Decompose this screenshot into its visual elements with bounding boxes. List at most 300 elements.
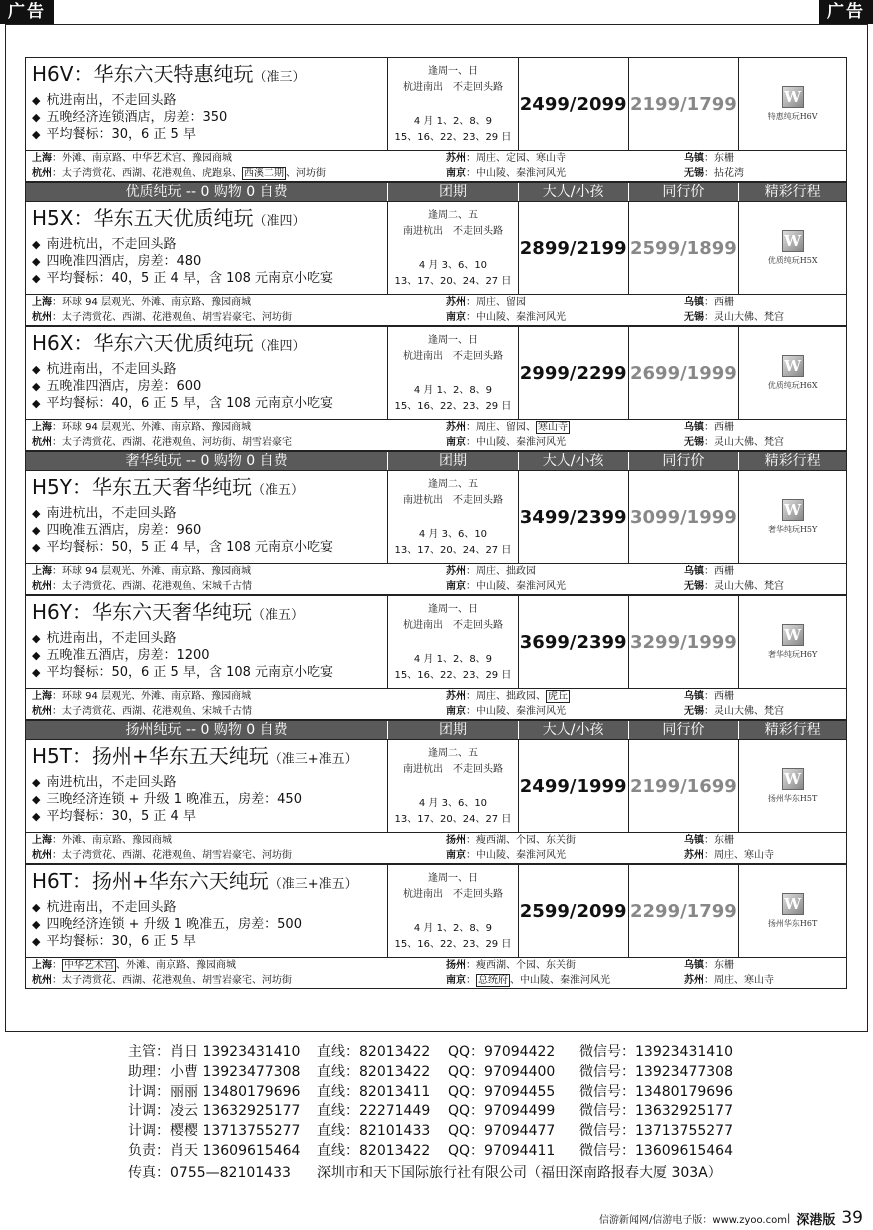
col-header-peer: 同行价 [628, 452, 739, 470]
sight-list: 中山陵、秦淮河风光 [476, 168, 566, 179]
col-header-group: 团期 [387, 721, 518, 739]
sight-list: 灵山大佛、梵宫 [714, 437, 784, 448]
tour-itinerary-link[interactable] [738, 327, 846, 419]
departure-dates-line2: 15、16、22、23、29 日 [394, 401, 512, 412]
tour-code: H6V [32, 62, 74, 86]
contact-block [0, 1043, 873, 1184]
tour-feature: ◆ 杭进南出，不走回头路 [32, 630, 381, 647]
sight-cell: 南京：中山陵、秦淮河风光 [446, 312, 566, 323]
tour-departure [387, 596, 518, 688]
tour-sights [26, 833, 846, 863]
sight-city: 无锡 [684, 706, 704, 717]
sight-cell: 苏州：周庄、留园 [446, 297, 526, 308]
tour-sights [26, 295, 846, 325]
departure-route: 南进杭出 不走回头路 [402, 495, 503, 506]
sight-city: 上海 [32, 835, 52, 846]
sight-city: 南京 [446, 850, 466, 861]
sight-highlight: 虎丘 [548, 691, 568, 702]
contact-phone: 直线：82013422 [317, 1044, 431, 1060]
tour-feature: ◆ 平均餐标：40，6 正 5 早，含 108 元南京小吃宴 [32, 395, 381, 412]
sight-cell: 杭州：太子湾赏花、西湖、花港观鱼、虎跑泉、 西溪二期 、河坊街 [32, 168, 326, 179]
sight-city: 乌镇 [684, 153, 704, 164]
contact-name: 计调：丽丽 13480179696 [128, 1083, 301, 1100]
col-header-more: 精彩行程 [738, 183, 846, 201]
sight-list: 中山陵、秦淮河风光 [476, 312, 566, 323]
tour-feature: ◆ 五晚准五酒店，房差：1200 [32, 647, 381, 664]
tour-feature: ◆ 平均餐标：30，6 正 5 早 [32, 933, 381, 950]
contact-phone: 直线：22271449 [317, 1103, 431, 1120]
tour-title: H5X：华东五天优质纯玩（准四） [32, 206, 306, 230]
tour-features [32, 92, 381, 143]
company-name: 深圳市和天下国际旅行社有限公司（福田深南路报春大厦 303A） [317, 1164, 722, 1181]
tour-info [26, 471, 387, 563]
sight-list-tail: 、河坊街 [286, 168, 326, 179]
departure-days [388, 746, 518, 778]
sight-city: 杭州 [32, 312, 52, 323]
contact-row [0, 1142, 873, 1162]
sight-list: 西栅 [714, 297, 734, 308]
footer-page-number: 39 [841, 1208, 863, 1228]
sight-city: 无锡 [684, 437, 704, 448]
tour-itinerary-link[interactable] [738, 596, 846, 688]
tour-sights [26, 689, 846, 719]
sight-row [32, 833, 840, 848]
sight-row [32, 564, 840, 579]
tour-info [26, 740, 387, 832]
sight-highlight: 寒山寺 [538, 422, 568, 433]
sight-row [32, 704, 840, 719]
ad-label-right: 广告 [819, 0, 873, 24]
tour-price: 3499/2399 [518, 471, 628, 563]
sight-city: 杭州 [32, 850, 52, 861]
tour-title: H6V：华东六天特惠纯玩（准三） [32, 62, 306, 86]
departure-days [388, 871, 518, 903]
tour-feature: ◆ 平均餐标：50，6 正 5 早，含 108 元南京小吃宴 [32, 664, 381, 681]
sight-cell: 无锡：灵山大佛、梵宫 [684, 437, 784, 448]
tour-price: 2499/1999 [518, 740, 628, 832]
sight-list: 环球 94 层观光、外滩、南京路、豫园商城 [62, 422, 252, 433]
sight-city: 杭州 [32, 168, 52, 179]
section-header [25, 720, 847, 739]
tour-block [25, 326, 847, 451]
tour-price: 2599/2099 [518, 865, 628, 957]
sight-cell: 南京：中山陵、秦淮河风光 [446, 850, 566, 861]
sight-cell: 乌镇：东栅 [684, 153, 734, 164]
sight-list: 西栅 [714, 422, 734, 433]
sight-list: 东栅 [714, 960, 734, 971]
tour-name: 华东五天优质纯玩 [93, 206, 254, 230]
word-document-icon[interactable]: W [782, 768, 804, 790]
tour-code: H5T [32, 744, 72, 768]
col-header-price: 大人/小孩 [518, 452, 628, 470]
sight-city: 苏州 [446, 566, 466, 577]
tour-name: 扬州+华东六天纯玩 [91, 869, 269, 893]
tour-info [26, 327, 387, 419]
contact-wechat: 微信号：13632925177 [579, 1103, 733, 1120]
departure-route: 南进杭出 不走回头路 [402, 226, 503, 237]
tour-peer-price: 2199/1799 [628, 58, 739, 150]
contact-qq: QQ：97094499 [448, 1103, 556, 1120]
sight-row [32, 958, 840, 973]
tour-info [26, 596, 387, 688]
departure-weekdays: 逢周一、日 [427, 66, 478, 77]
departure-weekdays: 逢周二、五 [427, 210, 478, 221]
tour-peer-price: 3299/1999 [628, 596, 739, 688]
sight-list: 外滩、南京路、中华艺术宫、豫园商城 [62, 153, 232, 164]
tour-features [32, 630, 381, 681]
tour-feature: ◆ 杭进南出，不走回头路 [32, 899, 381, 916]
tour-code: H6T [32, 869, 72, 893]
col-header-more: 精彩行程 [738, 721, 846, 739]
departure-days [388, 64, 518, 96]
sight-city: 杭州 [32, 975, 52, 986]
sight-list: 西栅 [714, 566, 734, 577]
sight-list: 周庄、拙政园、 [476, 691, 546, 702]
sight-city: 上海 [32, 960, 52, 971]
sight-row [32, 689, 840, 704]
tour-feature: ◆ 平均餐标：30，5 正 4 早 [32, 808, 381, 825]
contact-wechat: 微信号：13609615464 [579, 1142, 733, 1159]
departure-dates-line1: 4 月 1、2、8、9 [413, 654, 493, 665]
contact-name: 主管：肖日 13923431410 [128, 1044, 301, 1060]
sight-cell: 南京：中山陵、秦淮河风光 [446, 706, 566, 717]
itinerary-file-name: 奢华纯玩H6Y [767, 650, 818, 659]
contact-phone: 直线：82013422 [317, 1142, 431, 1159]
tour-code: H6X [32, 331, 74, 355]
tour-departure [387, 740, 518, 832]
tour-grade-text: 准三 [266, 70, 293, 85]
contact-phone: 直线：82013422 [317, 1063, 431, 1080]
word-document-icon[interactable]: W [782, 499, 804, 521]
sight-city: 乌镇 [684, 691, 704, 702]
contact-qq: QQ：97094422 [448, 1044, 556, 1060]
departure-weekdays: 逢周一、日 [427, 873, 478, 884]
sight-cell: 上海：环球 94 层观光、外滩、南京路、豫园商城 [32, 297, 252, 308]
itinerary-file-name: 扬州华东H6T [767, 919, 818, 928]
tour-grade: （准五） [251, 608, 305, 623]
sight-city: 上海 [32, 566, 52, 577]
tour-feature: ◆ 南进杭出，不走回头路 [32, 774, 381, 791]
tour-code: H6Y [32, 600, 72, 624]
sight-cell: 上海：外滩、南京路、中华艺术宫、豫园商城 [32, 153, 232, 164]
sight-city: 苏州 [684, 975, 704, 986]
tour-main-row [26, 327, 846, 420]
sight-cell: 无锡：拈花湾 [684, 168, 744, 179]
sight-cell: 乌镇：东栅 [684, 960, 734, 971]
tour-feature: ◆ 南进杭出，不走回头路 [32, 505, 381, 522]
word-document-icon[interactable]: W [782, 86, 804, 108]
sight-cell: 杭州：太子湾赏花、西湖、花港观鱼、河坊街、胡雪岩豪宅 [32, 437, 292, 448]
sight-list: 周庄、留园、 [476, 422, 536, 433]
departure-weekdays: 逢周二、五 [427, 748, 478, 759]
sight-list: 中山陵、秦淮河风光 [476, 850, 566, 861]
sight-city: 苏州 [446, 153, 466, 164]
departure-dates-line2: 13、17、20、24、27 日 [394, 814, 512, 825]
tour-feature: ◆ 四晚准四酒店，房差：480 [32, 253, 381, 270]
sight-highlight: 西溪二期 [244, 168, 284, 179]
departure-days [388, 333, 518, 365]
tour-name: 扬州+华东五天纯玩 [91, 744, 269, 768]
sight-cell: 南京：中山陵、秦淮河风光 [446, 437, 566, 448]
sight-city: 苏州 [684, 850, 704, 861]
itinerary-file-name: 扬州华东H5T [767, 794, 818, 803]
departure-dates-line1: 4 月 1、2、8、9 [413, 385, 493, 396]
sight-cell: 上海：外滩、南京路、豫园商城 [32, 835, 172, 846]
sight-list: 太子湾赏花、西湖、花港观鱼、宋城千古情 [62, 706, 252, 717]
tour-price: 2999/2299 [518, 327, 628, 419]
contact-row [0, 1102, 873, 1122]
tour-features [32, 774, 381, 825]
sight-city: 扬州 [446, 835, 466, 846]
tour-block [25, 201, 847, 326]
sight-list: 周庄、拙政园 [476, 566, 536, 577]
tour-block [25, 57, 847, 182]
tour-departure [387, 471, 518, 563]
contact-name: 负责：肖天 13609615464 [128, 1142, 301, 1159]
sight-city: 扬州 [446, 960, 466, 971]
word-document-icon[interactable]: W [782, 893, 804, 915]
sight-row [32, 579, 840, 594]
sight-cell: 南京： 总统府 、中山陵、秦淮河风光 [446, 975, 610, 986]
contact-wechat: 微信号：13923477308 [579, 1063, 733, 1080]
sight-row [32, 973, 840, 988]
sight-cell: 扬州：瘦西湖、个园、东关街 [446, 835, 576, 846]
departure-dates [388, 652, 518, 684]
tour-itinerary-link[interactable] [738, 202, 846, 294]
sight-city: 乌镇 [684, 835, 704, 846]
tour-grade: （准四） [253, 339, 306, 354]
tour-code: H5Y [32, 475, 72, 499]
sight-city: 杭州 [32, 581, 52, 592]
sight-cell: 乌镇：西栅 [684, 691, 734, 702]
itinerary-file-name: 优质纯玩H6X [767, 381, 818, 390]
departure-days [388, 602, 518, 634]
tour-features [32, 361, 381, 412]
tour-main-row [26, 471, 846, 564]
tour-features [32, 505, 381, 556]
sight-list: 外滩、南京路、豫园商城 [62, 835, 172, 846]
sight-cell: 乌镇：西栅 [684, 297, 734, 308]
contact-wechat: 微信号：13923431410 [579, 1044, 733, 1060]
sight-list: 环球 94 层观光、外滩、南京路、豫园商城 [62, 297, 252, 308]
sight-list: 太子湾赏花、西湖、花港观鱼、虎跑泉、 [62, 168, 242, 179]
col-header-more: 精彩行程 [738, 452, 846, 470]
sight-cell: 杭州：太子湾赏花、西湖、花港观鱼、宋城千古情 [32, 706, 252, 717]
tour-block [25, 470, 847, 595]
tour-feature: ◆ 平均餐标：40，5 正 4 早，含 108 元南京小吃宴 [32, 270, 381, 287]
sight-cell: 乌镇：西栅 [684, 422, 734, 433]
tour-grade: （准三+准五） [268, 752, 358, 767]
sight-cell: 无锡：灵山大佛、梵宫 [684, 312, 784, 323]
sight-list: 灵山大佛、梵宫 [714, 581, 784, 592]
sight-cell: 上海： 中华艺术宫 、外滩、南京路、豫园商城 [32, 960, 236, 971]
word-document-icon[interactable]: W [782, 624, 804, 646]
sight-city: 乌镇 [684, 960, 704, 971]
tour-feature: ◆ 四晚准五酒店，房差：960 [32, 522, 381, 539]
sight-cell: 苏州：周庄、留园、 寒山寺 [446, 422, 568, 433]
sight-list: 中山陵、秦淮河风光 [476, 581, 566, 592]
sight-list: 太子湾赏花、西湖、花港观鱼、胡雪岩豪宅、河坊街 [62, 850, 292, 861]
page-footer [599, 1206, 873, 1230]
sight-city: 乌镇 [684, 297, 704, 308]
tour-departure [387, 327, 518, 419]
sight-list-tail: 、中山陵、秦淮河风光 [510, 975, 610, 986]
departure-dates-line1: 4 月 3、6、10 [418, 529, 488, 540]
departure-dates-line1: 4 月 1、2、8、9 [413, 116, 493, 127]
fax-row [0, 1162, 873, 1184]
sight-city: 南京 [446, 581, 466, 592]
contact-row [0, 1083, 873, 1103]
sight-row [32, 310, 840, 325]
tour-price: 3699/2399 [518, 596, 628, 688]
sight-list: 太子湾赏花、西湖、花港观鱼、宋城千古情 [62, 581, 252, 592]
tour-itinerary-link[interactable] [738, 58, 846, 150]
section-title: 奢华纯玩 -- 0 购物 0 自费 [125, 453, 288, 469]
departure-dates-line1: 4 月 3、6、10 [418, 260, 488, 271]
ad-label-left: 广告 [0, 0, 54, 24]
contact-row [0, 1043, 873, 1063]
sight-list: 周庄、定园、寒山寺 [476, 153, 566, 164]
section-title: 优质纯玩 -- 0 购物 0 自费 [125, 184, 288, 200]
tour-grade-text: 准三+准五 [281, 877, 345, 892]
tour-title: H5Y：华东五天奢华纯玩（准五） [32, 475, 305, 499]
sight-list: 中山陵、秦淮河风光 [476, 437, 566, 448]
departure-dates [388, 258, 518, 290]
tour-grade-text: 准四 [266, 214, 293, 229]
departure-weekdays: 逢周二、五 [427, 479, 478, 490]
sight-city: 南京 [446, 437, 466, 448]
sight-row [32, 420, 840, 435]
col-header-group: 团期 [387, 452, 518, 470]
sight-row [32, 151, 840, 166]
contact-row [0, 1063, 873, 1083]
tour-feature: ◆ 五晚准四酒店，房差：600 [32, 378, 381, 395]
col-header-peer: 同行价 [628, 721, 739, 739]
section-header [25, 182, 847, 201]
tour-grade: （准三） [253, 70, 306, 85]
tour-feature: ◆ 南进杭出，不走回头路 [32, 236, 381, 253]
sight-list: 太子湾赏花、西湖、花港观鱼、河坊街、胡雪岩豪宅 [62, 437, 292, 448]
departure-weekdays: 逢周一、日 [427, 335, 478, 346]
departure-route: 南进杭出 不走回头路 [402, 764, 503, 775]
sight-city: 上海 [32, 297, 52, 308]
tour-code: H5X [32, 206, 74, 230]
sight-cell: 苏州：周庄、寒山寺 [684, 975, 774, 986]
sight-cell: 苏州：周庄、拙政园 [446, 566, 536, 577]
sight-list: 灵山大佛、梵宫 [714, 312, 784, 323]
word-document-icon[interactable]: W [782, 355, 804, 377]
sight-list: 灵山大佛、梵宫 [714, 706, 784, 717]
sight-cell: 杭州：太子湾赏花、西湖、花港观鱼、胡雪岩豪宅、河坊街 [32, 850, 292, 861]
word-document-icon[interactable]: W [782, 230, 804, 252]
sight-highlight: 中华艺术宫 [64, 960, 114, 971]
tour-info [26, 202, 387, 294]
tour-title: H6Y：华东六天奢华纯玩（准五） [32, 600, 305, 624]
tour-peer-price: 2199/1699 [628, 740, 739, 832]
sight-list: 中山陵、秦淮河风光 [476, 706, 566, 717]
sight-row [32, 166, 840, 181]
departure-dates [388, 383, 518, 415]
tour-main-row [26, 596, 846, 689]
tour-feature: ◆ 杭进南出，不走回头路 [32, 361, 381, 378]
tour-peer-price: 2599/1899 [628, 202, 739, 294]
sight-list: 东栅 [714, 153, 734, 164]
tour-main-row [26, 202, 846, 295]
col-header-group: 团期 [387, 183, 518, 201]
sight-list: 环球 94 层观光、外滩、南京路、豫园商城 [62, 691, 252, 702]
sight-row [32, 435, 840, 450]
tour-features [32, 236, 381, 287]
itinerary-file-name: 奢华纯玩H5Y [767, 525, 818, 534]
departure-dates [388, 921, 518, 953]
col-header-peer: 同行价 [628, 183, 739, 201]
tour-feature: ◆ 杭进南出，不走回头路 [32, 92, 381, 109]
tour-feature: ◆ 平均餐标：30，6 正 5 早 [32, 126, 381, 143]
sight-row [32, 295, 840, 310]
sight-cell: 乌镇：东栅 [684, 835, 734, 846]
sight-list: 西栅 [714, 691, 734, 702]
sight-cell: 扬州：瘦西湖、个园、东关街 [446, 960, 576, 971]
tour-price: 2499/2099 [518, 58, 628, 150]
sight-cell: 上海：环球 94 层观光、外滩、南京路、豫园商城 [32, 691, 252, 702]
contact-wechat: 微信号：13713755277 [579, 1123, 733, 1140]
sight-city: 苏州 [446, 422, 466, 433]
sight-list: 东栅 [714, 835, 734, 846]
tour-title: H6T：扬州+华东六天纯玩（准三+准五） [32, 869, 358, 893]
sight-highlight: 总统府 [478, 975, 508, 986]
tour-itinerary-link[interactable] [738, 865, 846, 957]
tour-itinerary-link[interactable] [738, 740, 846, 832]
section-title: 扬州纯玩 -- 0 购物 0 自费 [125, 722, 288, 738]
sight-city: 杭州 [32, 437, 52, 448]
contact-wechat: 微信号：13480179696 [579, 1083, 733, 1100]
tour-name: 华东六天特惠纯玩 [93, 62, 254, 86]
tour-block [25, 864, 847, 989]
sight-city: 乌镇 [684, 422, 704, 433]
sight-city: 无锡 [684, 312, 704, 323]
tour-itinerary-link[interactable] [738, 471, 846, 563]
tour-peer-price: 2699/1999 [628, 327, 739, 419]
sight-cell: 无锡：灵山大佛、梵宫 [684, 581, 784, 592]
fax-number: 传真：0755—82101433 [128, 1164, 291, 1181]
tour-block [25, 739, 847, 864]
sight-list: 瘦西湖、个园、东关街 [476, 835, 576, 846]
sight-cell: 乌镇：西栅 [684, 566, 734, 577]
tour-feature: ◆ 五晚经济连锁酒店，房差：350 [32, 109, 381, 126]
contact-qq: QQ：97094400 [448, 1063, 556, 1080]
tour-grade: （准三+准五） [268, 877, 358, 892]
tour-grade: （准四） [253, 214, 306, 229]
tour-price: 2899/2199 [518, 202, 628, 294]
contact-name: 计调：樱樱 13713755277 [128, 1123, 301, 1140]
sight-cell: 南京：中山陵、秦淮河风光 [446, 168, 566, 179]
tour-name: 华东五天奢华纯玩 [91, 475, 252, 499]
contact-name: 助理：小曹 13923477308 [128, 1063, 301, 1080]
sight-cell: 杭州：太子湾赏花、西湖、花港观鱼、胡雪岩豪宅、河坊街 [32, 975, 292, 986]
footer-edition: 深港版 [796, 1212, 836, 1228]
departure-dates-line1: 4 月 1、2、8、9 [413, 923, 493, 934]
sight-list: 环球 94 层观光、外滩、南京路、豫园商城 [62, 566, 252, 577]
sight-list: 太子湾赏花、西湖、花港观鱼、胡雪岩豪宅、河坊街 [62, 975, 292, 986]
contact-qq: QQ：97094455 [448, 1083, 556, 1100]
tour-grade: （准五） [251, 483, 305, 498]
departure-dates [388, 114, 518, 146]
tour-sights [26, 564, 846, 594]
tour-peer-price: 2299/1799 [628, 865, 739, 957]
departure-dates [388, 527, 518, 559]
tour-info [26, 58, 387, 150]
sight-list: 太子湾赏花、西湖、花港观鱼、胡雪岩豪宅、河坊街 [62, 312, 292, 323]
